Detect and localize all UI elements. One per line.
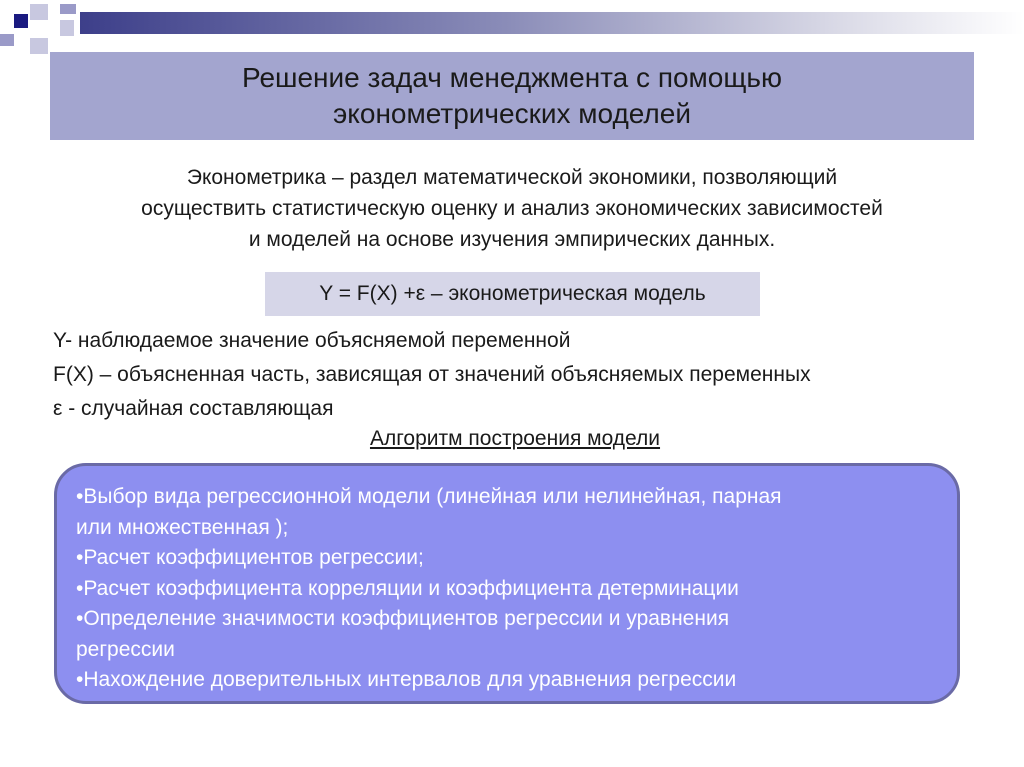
formula-text: Y = F(X) +ε – эконометрическая модель <box>319 282 706 305</box>
title-line: эконометрических моделей <box>333 98 691 129</box>
algorithm-step-line: •Выбор вида регрессионной модели (линейная или нелинейная, парная <box>76 485 782 508</box>
corner-square-decoration <box>0 34 14 46</box>
corner-square-decoration <box>60 4 76 14</box>
algorithm-step-line: •Нахождение доверительных интервалов для уравнения регрессии <box>76 668 737 691</box>
algorithm-steps-box <box>54 463 960 704</box>
variable-definitions <box>53 324 1013 426</box>
definition-line: осуществить статистическую оценку и анализ экономических зависимостей <box>141 197 883 220</box>
variable-line: ε - случайная составляющая <box>53 397 334 420</box>
algorithm-heading-text: Алгоритм построения модели <box>369 427 661 450</box>
algorithm-heading <box>0 424 1024 454</box>
definition-line: и моделей на основе изучения эмпирических данных. <box>248 228 776 251</box>
definition-paragraph <box>40 162 984 255</box>
corner-square-decoration <box>30 38 48 54</box>
algorithm-step-line: •Определение значимости коэффициентов регрессии и уравнения <box>76 607 730 630</box>
definition-line: Эконометрика – раздел математической экономики, позволяющий <box>186 166 838 189</box>
corner-square-decoration <box>60 20 74 36</box>
algorithm-step-line: регрессии <box>76 637 175 661</box>
algorithm-step-line: •Расчет коэффициентов регрессии; <box>76 546 424 569</box>
algorithm-step-line: •Расчет коэффициента корреляции и коэффициента детерминации <box>76 576 739 600</box>
variable-line: Y- наблюдаемое значение объясняемой переменной <box>53 329 571 352</box>
corner-square-decoration <box>30 4 48 20</box>
formula-box <box>265 272 760 316</box>
header-gradient-bar <box>80 12 1024 34</box>
title-line: Решение задач менеджмента с помощью <box>242 62 782 93</box>
corner-square-decoration <box>14 14 28 28</box>
page-title <box>50 52 974 140</box>
algorithm-step-line: или множественная ); <box>76 515 289 539</box>
variable-line: F(X) – объясненная часть, зависящая от значений объясняемых переменных <box>53 363 811 386</box>
